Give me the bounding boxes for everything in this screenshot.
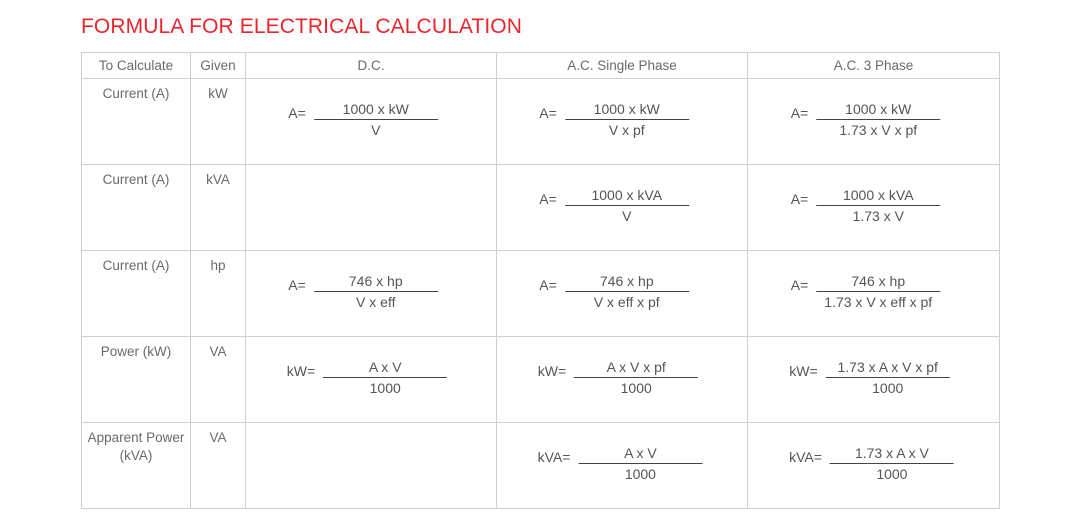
table-row	[82, 251, 1000, 337]
fraction	[314, 101, 438, 138]
ac-3phase-formula-cell	[748, 337, 1000, 423]
given-cell: kVA	[191, 165, 246, 251]
ac-3phase-formula-cell	[748, 79, 1000, 165]
fraction	[314, 273, 438, 310]
header-dc: D.C.	[246, 53, 497, 79]
numerator: 746 x hp	[599, 273, 654, 289]
ac-single-formula-cell	[497, 79, 748, 165]
numerator: 1000 x kVA	[842, 187, 914, 203]
formula-lhs: A=	[539, 276, 557, 293]
dc-formula-cell	[246, 337, 497, 423]
denominator: 1000	[369, 380, 401, 396]
given-cell: VA	[191, 337, 246, 423]
ac-single-formula-cell	[497, 337, 748, 423]
denominator: 1000	[876, 466, 908, 482]
denominator: V	[371, 122, 381, 138]
numerator: 1000 x kW	[342, 101, 409, 117]
formula-lhs: A=	[539, 190, 557, 207]
fraction	[565, 273, 689, 310]
formula-lhs: kVA=	[537, 448, 571, 465]
table-row	[82, 79, 1000, 165]
formula-lhs: A=	[288, 276, 306, 293]
formula-lhs: kW=	[789, 362, 818, 379]
page-title: FORMULA FOR ELECTRICAL CALCULATION	[81, 15, 522, 38]
denominator: 1000	[624, 466, 656, 482]
table-row	[82, 423, 1000, 509]
ac-single-formula-cell	[497, 251, 748, 337]
formula-lhs: kW=	[286, 362, 316, 379]
to-calculate-cell: Current (A)	[82, 79, 191, 165]
given-cell: VA	[191, 423, 246, 509]
fraction	[816, 187, 940, 224]
fraction	[574, 359, 698, 396]
header-to-calculate: To Calculate	[82, 53, 191, 79]
ac-single-formula-cell	[497, 423, 748, 509]
to-calculate-cell: Current (A)	[82, 251, 191, 337]
fraction	[826, 359, 950, 396]
dc-formula-cell	[246, 423, 497, 509]
given-cell: hp	[191, 251, 246, 337]
fraction	[830, 445, 954, 482]
to-calculate-cell: Current (A)	[82, 165, 191, 251]
numerator: 746 x hp	[851, 273, 906, 289]
fraction	[578, 445, 702, 482]
denominator: V x pf	[608, 122, 645, 138]
formula-lhs: kW=	[537, 362, 567, 379]
fraction	[816, 273, 940, 310]
header-given: Given	[191, 53, 246, 79]
formula-lhs: kVA=	[789, 448, 822, 465]
fraction	[816, 101, 940, 138]
dc-formula-cell	[246, 79, 497, 165]
numerator: 1000 x kVA	[591, 187, 663, 203]
table-row	[82, 165, 1000, 251]
ac-3phase-formula-cell	[748, 423, 1000, 509]
denominator: V x eff x pf	[593, 294, 660, 310]
numerator: 1000 x kW	[845, 101, 912, 117]
denominator: 1000	[872, 380, 904, 396]
denominator: 1.73 x V x eff x pf	[824, 294, 933, 310]
denominator: V	[622, 208, 632, 224]
numerator: A x V	[368, 359, 402, 375]
denominator: 1.73 x V x pf	[839, 122, 918, 138]
formula-table	[81, 52, 1000, 509]
formula-lhs: A=	[288, 104, 306, 121]
numerator: 746 x hp	[348, 273, 403, 289]
to-calculate-cell: Power (kW)	[82, 337, 191, 423]
ac-3phase-formula-cell	[748, 251, 1000, 337]
formula-lhs: A=	[790, 104, 809, 121]
numerator: A x V	[624, 445, 657, 461]
ac-3phase-formula-cell	[748, 165, 1000, 251]
fraction	[323, 359, 447, 396]
numerator: 1.73 x A x V	[854, 445, 929, 461]
denominator: V x eff	[356, 294, 396, 310]
header-row	[82, 53, 1000, 79]
numerator: A x V x pf	[606, 359, 666, 375]
fraction	[565, 187, 689, 224]
formula-lhs: A=	[539, 104, 557, 121]
dc-formula-cell	[246, 251, 497, 337]
fraction	[565, 101, 689, 138]
formula-lhs: A=	[790, 190, 809, 207]
denominator: 1.73 x V	[852, 208, 904, 224]
table-row	[82, 337, 1000, 423]
to-calculate-cell: Apparent Power (kVA)	[82, 423, 191, 509]
header-ac-single-phase: A.C. Single Phase	[497, 53, 748, 79]
formula-lhs: A=	[790, 276, 809, 293]
header-ac-3-phase: A.C. 3 Phase	[748, 53, 1000, 79]
given-cell: kW	[191, 79, 246, 165]
denominator: 1000	[620, 380, 652, 396]
numerator: 1000 x kW	[593, 101, 660, 117]
ac-single-formula-cell	[497, 165, 748, 251]
numerator: 1.73 x A x V x pf	[837, 359, 938, 375]
dc-formula-cell	[246, 165, 497, 251]
